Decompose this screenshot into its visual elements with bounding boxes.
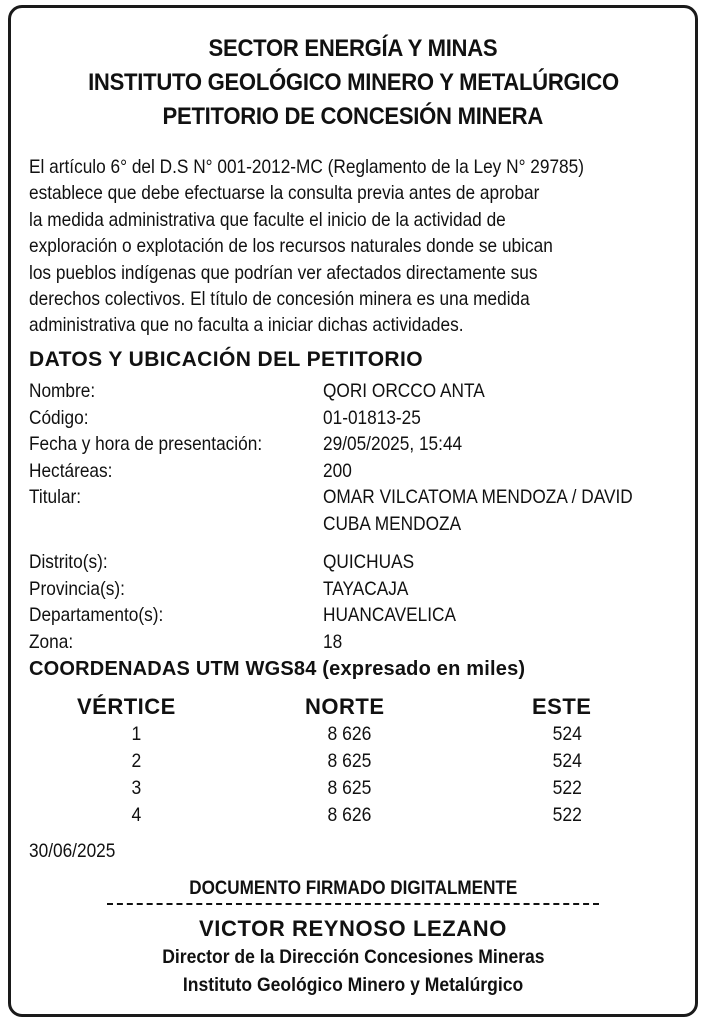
signed-notice: DOCUMENTO FIRMADO DIGITALMENTE [188,878,518,899]
signed-notice-wrap [11,878,695,900]
datos-section-title: DATOS Y UBICACIÓN DEL PETITORIO [29,348,423,371]
field-row [29,484,689,537]
signer-position-wrap [11,946,695,969]
field-value: QORI ORCCO ANTA [323,380,485,402]
signer-institution-wrap [11,974,695,997]
field-label: Nombre: [29,380,96,402]
intro-line: establece que debe efectuarse la consulta previa antes de aprobar [29,182,540,205]
table-cell: 1 [131,723,142,745]
table-cell: 524 [552,750,582,772]
field-value: OMAR VILCATOMA MENDOZA / DAVID [323,486,633,508]
intro-line: derechos colectivos. El título de concesión minera es una medida [29,288,530,311]
table-cell: 8 625 [327,750,372,772]
notice-header [11,32,695,134]
field-value-continued: CUBA MENDOZA [323,512,462,535]
petition-fields [29,378,689,655]
field-label: Titular: [29,486,82,508]
header-petition: PETITORIO DE CONCESIÓN MINERA [162,103,544,130]
table-cell: 2 [131,750,142,772]
header-sector: SECTOR ENERGÍA Y MINAS [208,35,498,62]
field-label: Hectáreas: [29,459,113,482]
field-value: TAYACAJA [323,577,409,600]
field-label: Fecha y hora de presentación: [29,433,263,455]
field-value: QUICHUAS [323,551,415,573]
column-header-vertice: VÉRTICE [77,694,176,719]
notice-frame [8,5,698,1017]
signer-institution: Instituto Geológico Minero y Metalúrgico [182,974,524,996]
publication-date: 30/06/2025 [29,840,116,862]
field-row [29,458,689,485]
field-label: Departamento(s): [29,604,164,626]
signer-name-wrap [11,916,695,942]
field-value: HUANCAVELICA [323,604,456,626]
header-institute: INSTITUTO GEOLÓGICO MINERO Y METALÚRGICO [87,69,619,96]
field-row [29,405,689,432]
table-cell: 4 [131,804,142,826]
intro-line: los pueblos indígenas que podrían ver afectados directamente sus [29,261,538,284]
table-cell: 3 [131,777,142,799]
field-row [29,378,689,405]
field-value: 18 [323,630,343,653]
table-cell: 524 [552,723,582,745]
signer-name: VICTOR REYNOSO LEZANO [199,916,507,941]
intro-line: administrativa que no faculta a iniciar dichas actividades. [29,314,464,337]
field-row [29,576,689,603]
table-cell: 522 [552,777,582,799]
field-value: 200 [323,459,352,482]
field-label: Zona: [29,630,74,653]
table-cell: 8 626 [327,804,372,826]
column-header-norte: NORTE [305,694,385,719]
field-value: 01-01813-25 [323,406,421,429]
intro-line: El artículo 6° del D.S N° 001-2012-MC (Reglamento de la Ley N° 29785) [29,156,585,178]
coordinates-section-title: COORDENADAS UTM WGS84 (expresado en miles) [29,658,526,680]
signer-position: Director de la Dirección Concesiones Mineras [161,946,545,968]
intro-line: exploración o explotación de los recursos naturales donde se ubican [29,235,553,258]
field-label: Provincia(s): [29,577,125,600]
field-row [29,431,689,458]
field-row [29,629,689,656]
field-value: 29/05/2025, 15:44 [323,433,463,455]
table-cell: 522 [552,804,582,826]
field-row [29,549,689,576]
field-label: Distrito(s): [29,551,108,573]
field-label: Código: [29,406,89,429]
table-cell: 8 626 [327,723,372,745]
signature-divider [107,903,599,905]
column-header-este: ESTE [532,694,592,719]
field-row [29,602,689,629]
table-cell: 8 625 [327,777,372,799]
intro-line: la medida administrativa que faculte el inicio de la actividad de [29,208,506,231]
intro-paragraph [29,154,706,339]
